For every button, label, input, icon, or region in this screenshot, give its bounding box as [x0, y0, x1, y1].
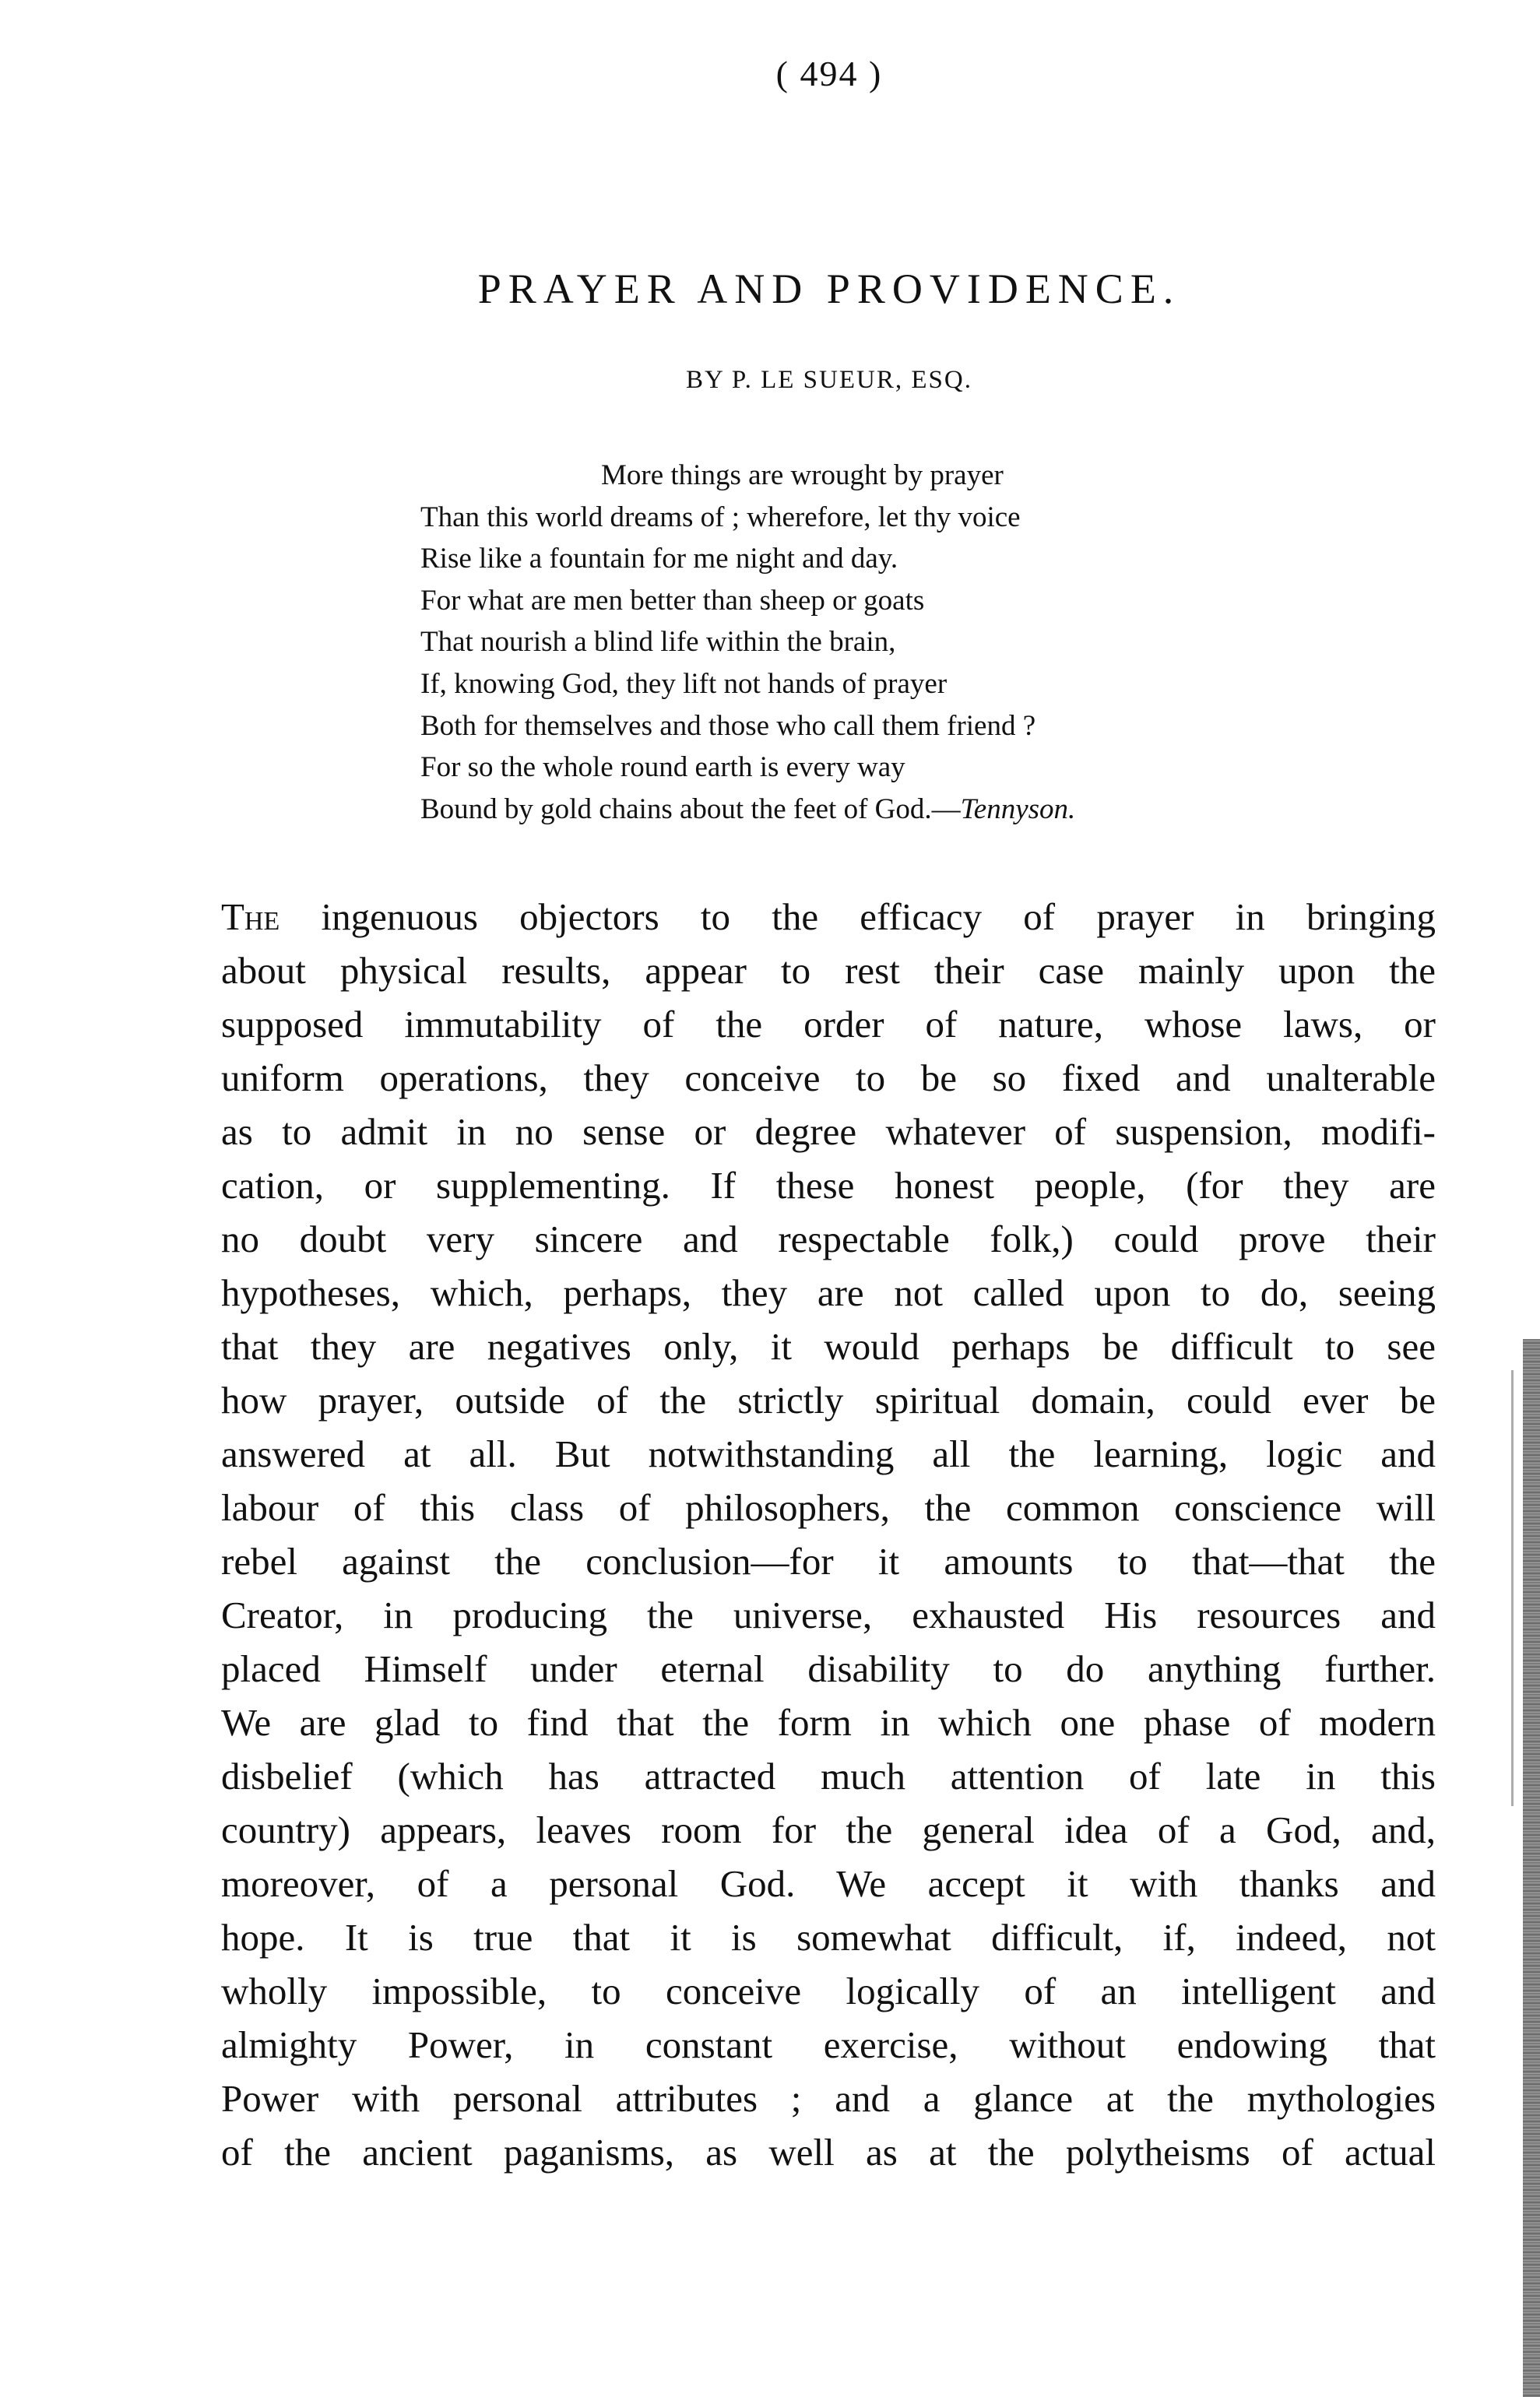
body-line: as to admit in no sense or degree whatever of suspension, modifi-: [221, 1110, 1436, 1153]
epigraph-line: Rise like a fountain for me night and day.: [420, 543, 898, 575]
page-edge-line: [1511, 1370, 1514, 1806]
body-line: rebel against the conclusion—for it amounts to that—that the: [221, 1540, 1436, 1583]
epigraph-line: More things are wrought by prayer: [601, 459, 1004, 491]
epigraph: [420, 455, 1355, 830]
epigraph-last-line: [420, 789, 1355, 831]
epigraph-line: If, knowing God, they lift not hands of prayer: [420, 667, 948, 700]
byline: BY P. LE SUEUR, ESQ.: [686, 366, 972, 394]
body-line: labour of this class of philosophers, the common conscience will: [221, 1486, 1436, 1529]
body-line: cation, or supplementing. If these honest people, (for they are: [221, 1164, 1436, 1207]
epigraph-line: For what are men better than sheep or goats: [420, 584, 925, 617]
body-line: placed Himself under eternal disability to do anything further.: [221, 1647, 1436, 1690]
body-line: uniform operations, they conceive to be so fixed and unalterable: [221, 1056, 1436, 1099]
body-line: supposed immutability of the order of nature, whose laws, or: [221, 1003, 1436, 1046]
body-line: wholly impossible, to conceive logically of an intelligent and: [221, 1970, 1436, 2012]
body-first-line: [221, 890, 1436, 944]
epigraph-line-text: Bound by gold chains about the feet of God.—: [420, 793, 961, 825]
page-number: ( 494 ): [775, 54, 883, 93]
page-edge-shadow: [1523, 1339, 1540, 2397]
body-text: [221, 890, 1436, 2179]
body-line: moreover, of a personal God. We accept it with thanks and: [221, 1862, 1436, 1905]
epigraph-line: Than this world dreams of ; wherefore, let thy voice: [420, 501, 1021, 533]
body-line: hypotheses, which, perhaps, they are not called upon to do, seeing: [221, 1271, 1436, 1314]
body-line: We are glad to find that the form in which one phase of modern: [221, 1701, 1436, 1744]
opening-word: The: [221, 895, 280, 938]
epigraph-line: Both for themselves and those who call them friend ?: [420, 709, 1036, 742]
body-line: hope. It is true that it is somewhat difficult, if, indeed, not: [221, 1916, 1436, 1959]
body-line: that they are negatives only, it would perhaps be difficult to see: [221, 1325, 1436, 1368]
epigraph-line: For so the whole round earth is every way: [420, 751, 905, 784]
epigraph-line: That nourish a blind life within the brain,: [420, 626, 896, 659]
body-line: no doubt very sincere and respectable folk,) could prove their: [221, 1218, 1436, 1260]
body-line: answered at all. But notwithstanding all the learning, logic and: [221, 1432, 1436, 1475]
epigraph-attribution: Tennyson.: [960, 793, 1076, 825]
body-line: Power with personal attributes ; and a glance at the mythologies: [221, 2077, 1436, 2120]
body-line: country) appears, leaves room for the general idea of a God, and,: [221, 1808, 1436, 1851]
body-line: disbelief (which has attracted much attention of late in this: [221, 1755, 1436, 1798]
body-line: Creator, in producing the universe, exhausted His resources and: [221, 1594, 1436, 1636]
body-line: how prayer, outside of the strictly spiritual domain, could ever be: [221, 1379, 1436, 1422]
body-line: almighty Power, in constant exercise, without endowing that: [221, 2023, 1436, 2066]
article-title: PRAYER AND PROVIDENCE.: [477, 265, 1181, 312]
body-line: of the ancient paganisms, as well as at the polytheisms of actual: [221, 2131, 1436, 2174]
body-line: about physical results, appear to rest their case mainly upon the: [221, 949, 1436, 992]
first-line-text: ingenuous objectors to the efficacy of prayer in bringing: [280, 895, 1436, 938]
